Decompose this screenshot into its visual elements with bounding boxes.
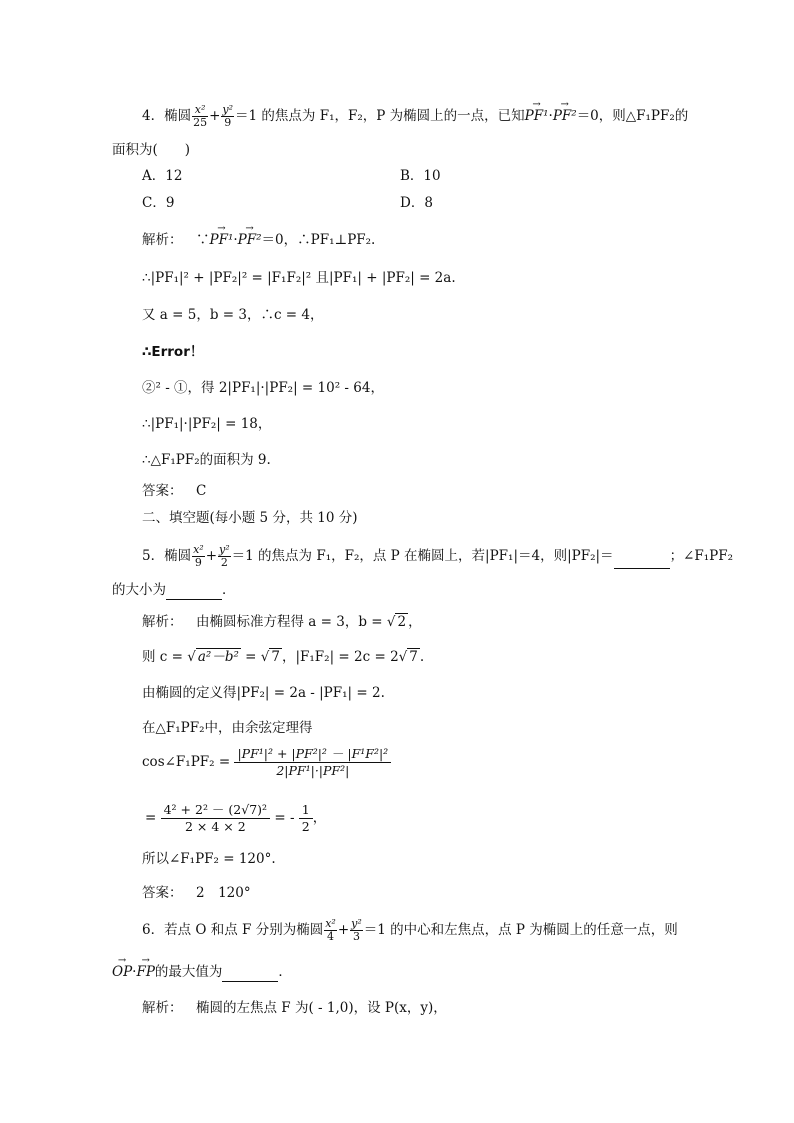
q4-solution-line4: ∴Error！: [142, 344, 204, 360]
q6-frac2-num: y²: [351, 917, 362, 930]
q5-stem-line2: [112, 580, 236, 600]
q6-solution-label: 解析：: [142, 1000, 183, 1016]
q5-stem-b: ＝1 的焦点为 F₁，F₂，点 P 在椭圆上，若|PF₁|＝4，则|PF₂|＝: [231, 548, 614, 564]
q5-cos-den: 2|PF¹|·|PF²|: [276, 763, 350, 778]
q4-number: 4．: [142, 108, 165, 124]
q5-frac2-den: 2: [220, 556, 228, 569]
q6-vector-fp: → FP: [136, 962, 154, 982]
q4-frac2-den: 9: [224, 116, 232, 129]
q5-cos-left: cos∠F₁PF₂ =: [142, 754, 235, 770]
q5-solution-label: 解析：: [142, 614, 183, 630]
q4-solution-line1: [142, 230, 375, 250]
q5-frac1-den: 9: [194, 556, 202, 569]
q5-sol-line1: 由椭圆标准方程得 a = 3，b =: [196, 614, 387, 630]
q4-option-b: B．10: [400, 168, 441, 184]
q5-half-num: 1: [299, 802, 313, 819]
q4-sol-dot: ·: [233, 232, 238, 248]
q4-frac2-num: y²: [222, 103, 234, 116]
q5-frac2-num: y²: [219, 543, 230, 556]
q6-blank[interactable]: [222, 967, 278, 982]
q4-fraction-2: [221, 104, 234, 129]
q4-solution-label: 解析：: [142, 232, 183, 248]
q5-answer-label: 答案：: [142, 885, 183, 901]
q5-fraction-1: [192, 544, 205, 569]
q4-solution-line6: ∴|PF₁|·|PF₂| = 18，: [142, 416, 272, 432]
q4-option-a: A．12: [142, 168, 183, 184]
q4-option-c: C．9: [142, 195, 175, 211]
q6-stem-a: 若点 O 和点 F 分别为椭圆: [164, 922, 324, 938]
q5-cos2-eq: =: [145, 810, 161, 826]
q4-sol-because: ∵: [196, 232, 210, 248]
q5-solution-line3: 由椭圆的定义得|PF₂| = 2a - |PF₁| = 2.: [142, 685, 385, 701]
q5-sol-line1-end: ，: [408, 614, 422, 630]
q5-cos2-mid: = -: [270, 810, 299, 826]
q5-stem-end: ．: [222, 582, 236, 598]
q5-frac1-num: x²: [193, 543, 204, 556]
q5-cos-fraction: [234, 746, 391, 779]
q5-cos2-den: 2 × 4 × 2: [184, 819, 246, 834]
q6-sol-line1: 椭圆的左焦点 F 为( - 1,0)，设 P(x，y)，: [196, 1000, 447, 1016]
q6-stem-b: ＝1 的中心和左焦点，点 P 为椭圆上的任意一点，则: [363, 922, 678, 938]
q4-vector-pf1: → PF¹: [525, 106, 549, 126]
q4-vector-pf2: → PF²: [553, 106, 577, 126]
q5-cos2-end: ，: [312, 810, 327, 826]
q5-stem-c: ；∠F₁PF₂: [669, 548, 734, 564]
q5-answer: [142, 883, 251, 903]
q4-sol-vector-pf2: → PF²: [238, 230, 262, 250]
q4-answer: [142, 481, 206, 501]
q5-sqrt-7: 7: [271, 649, 280, 665]
q6-dot: ·: [132, 964, 137, 980]
q5-half-den: 2: [301, 819, 310, 834]
q5-cos-equation: [142, 746, 391, 779]
q5-solution-line1: 解析： 由椭圆标准方程得 a = 3，b = √ 2 ，: [142, 614, 422, 630]
q4-dot: ·: [548, 108, 553, 124]
q4-frac1-den: 25: [193, 116, 208, 129]
q6-fraction-2: [350, 918, 363, 943]
q5-fraction-2: [218, 544, 231, 569]
q4-sol-vector-pf1: → PF¹: [210, 230, 234, 250]
q4-stem-b: ＝1 的焦点为 F₁，F₂，P 为椭圆上的一点，已知: [235, 108, 525, 124]
q4-fraction-1: [192, 104, 208, 129]
q4-option-d: D．8: [400, 195, 433, 211]
q5-stem-line1: [142, 544, 733, 569]
q5-solution-line4: 在△F₁PF₂中，由余弦定理得: [142, 720, 313, 736]
q5-sol-line2-a: 则 c =: [142, 649, 188, 665]
q5-sqrt-7b: 7: [409, 649, 418, 665]
q5-plus: +: [205, 548, 218, 564]
q6-plus: +: [337, 922, 350, 938]
q6-frac1-num: x²: [325, 917, 336, 930]
q4-stem-line1: [142, 104, 688, 129]
q5-cos-num: |PF¹|² + |PF²|² － |F¹F²|²: [234, 746, 391, 763]
q6-frac2-den: 3: [352, 930, 360, 943]
q4-stem-line2: 面积为( ): [112, 142, 191, 158]
q4-answer-value: C: [196, 483, 207, 499]
q5-blank-1[interactable]: [614, 554, 670, 569]
q4-answer-label: 答案：: [142, 483, 183, 499]
q4-sol-line1-b: ＝0，∴PF₁⊥PF₂.: [261, 232, 376, 248]
q4-solution-line5: ②² - ①，得 2|PF₁|·|PF₂| = 10² - 64，: [142, 380, 384, 396]
q6-stem-end: ．: [278, 964, 292, 980]
q5-sqrt-a2-b2: a²－b²: [197, 649, 239, 665]
q5-cos-equation-2: [145, 802, 326, 835]
q5-stem-line2-text: 的大小为: [112, 582, 166, 598]
q5-sqrt-2: 2: [397, 614, 407, 630]
q4-stem-c: ＝0，则△F₁PF₂的: [576, 108, 689, 124]
q6-vector-op: → OP: [112, 962, 132, 982]
q5-sol-line2-c: ，|F₁F₂| = 2c = 2: [281, 649, 399, 665]
q4-solution-line7: ∴△F₁PF₂的面积为 9.: [142, 452, 271, 468]
q4-stem-a: 椭圆: [164, 108, 192, 124]
q4-solution-line3: 又 a = 5，b = 3，∴c = 4，: [142, 307, 324, 323]
q6-stem-line1: [142, 918, 678, 943]
q5-number: 5．: [142, 548, 165, 564]
section-2-heading: 二、填空题(每小题 5 分，共 10 分): [142, 510, 358, 526]
q5-sol-line2-b: =: [240, 649, 261, 665]
q6-stem-line2: [112, 962, 292, 982]
q6-frac1-den: 4: [327, 930, 335, 943]
q4-solution-line2: ∴|PF₁|² + |PF₂|² = |F₁F₂|² 且|PF₁| + |PF₂| = 2a.: [142, 270, 456, 286]
q4-plus: +: [209, 108, 221, 124]
q5-solution-line2: 则 c = √ a²－b² = √ 7 ，|F₁F₂| = 2c = 2√ 7 .: [142, 649, 425, 665]
q4-frac1-num: x²: [192, 104, 208, 117]
q5-cos2-fraction: [161, 802, 270, 835]
q6-stem-line2-text: 的最大值为: [154, 964, 223, 980]
q5-half-fraction: [299, 802, 313, 835]
q6-solution-line1: [142, 998, 447, 1018]
q5-sol-line2-d: .: [419, 649, 425, 665]
q6-fraction-1: [324, 918, 337, 943]
q6-number: 6．: [142, 922, 165, 938]
q5-stem-a: 椭圆: [164, 548, 192, 564]
q5-solution-line7: 所以∠F₁PF₂ = 120°.: [142, 851, 276, 867]
q5-answer-value: 2 120°: [196, 885, 251, 901]
q5-cos2-num: 4² + 2² － (2√7)²: [161, 802, 270, 819]
q5-blank-2[interactable]: [166, 585, 222, 600]
